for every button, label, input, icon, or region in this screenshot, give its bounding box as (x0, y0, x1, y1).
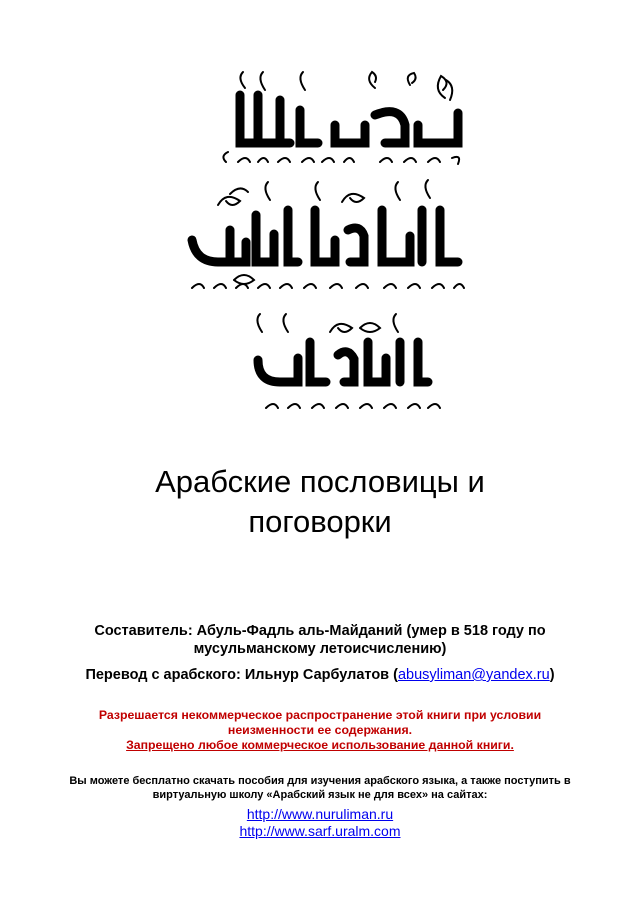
translator-name: Перевод с арабского: Ильнур Сарбулатов ( (85, 667, 398, 683)
book-title (90, 462, 550, 542)
arabic-calligraphy-title (170, 70, 470, 415)
translator-email-link[interactable]: abusyliman@yandex.ru (397, 667, 550, 683)
book-title-line1: Арабские пословицы и (155, 464, 485, 499)
license-notice-permitted: Разрешается некоммерческое распространение этой книги при условии неизменности ее содержания. (98, 708, 542, 737)
compiler-credit: Составитель: Абуль-Фадль аль-Майданий (умер в 518 году по мусульманскому летоисчислению) (94, 623, 546, 657)
website-links (160, 806, 480, 840)
license-notice (70, 708, 570, 753)
website-link-nuruliman[interactable]: http://www.nuruliman.ru (246, 806, 394, 822)
license-notice-prohibited: Запрещено любое коммерческое использование данной книги. (126, 738, 514, 752)
download-info: Вы можете бесплатно скачать пособия для изучения арабского языка, а также поступить в виртуальную школу «Арабский язык не для всех» на сайтах: (69, 775, 571, 801)
translator-credit (60, 666, 580, 684)
book-title-line2: поговорки (248, 504, 392, 539)
website-link-sarf[interactable]: http://www.sarf.uralm.com (239, 823, 401, 839)
translator-suffix: ) (549, 667, 555, 683)
